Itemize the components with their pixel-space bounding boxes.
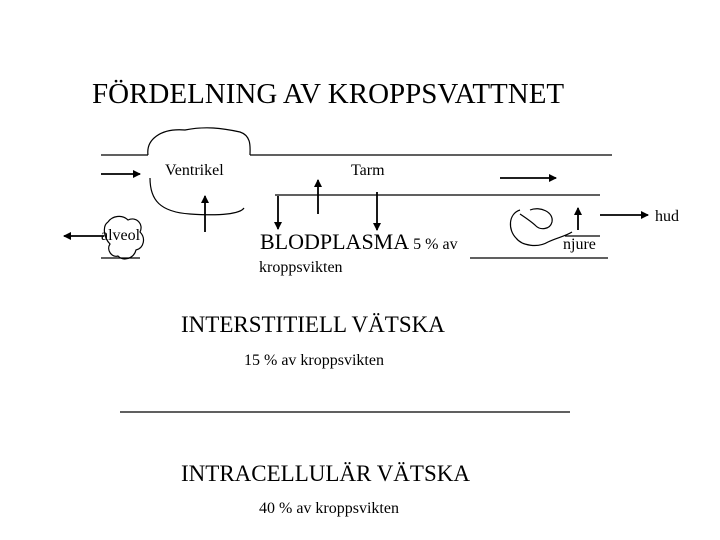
ventrikel-loop: [148, 128, 250, 155]
page-title: FÖRDELNING AV KROPPSVATTNET: [92, 78, 565, 110]
interstitiell-percent: 15 % av kroppsvikten: [244, 352, 384, 369]
intracellular-name: INTRACELLULÄR VÄTSKA: [181, 461, 470, 486]
ventrikel-label: Ventrikel: [165, 162, 224, 179]
tarm-label: Tarm: [351, 162, 385, 179]
alveol-label: alveol: [101, 227, 141, 244]
blodplasma-heading: [260, 231, 458, 253]
ventrikel-lower-curve: [150, 178, 244, 215]
blodplasma-weight-text: kroppsvikten: [259, 259, 343, 276]
njure-inner-squiggle: [520, 209, 552, 229]
interstitiell-name: INTERSTITIELL VÄTSKA: [181, 312, 445, 337]
blodplasma-percent: 5 % av: [413, 236, 458, 253]
intracellular-percent: 40 % av kroppsvikten: [259, 500, 399, 517]
blodplasma-name: BLODPLASMA: [260, 229, 410, 254]
hud-label: hud: [655, 208, 679, 225]
njure-label: njure: [563, 236, 596, 253]
